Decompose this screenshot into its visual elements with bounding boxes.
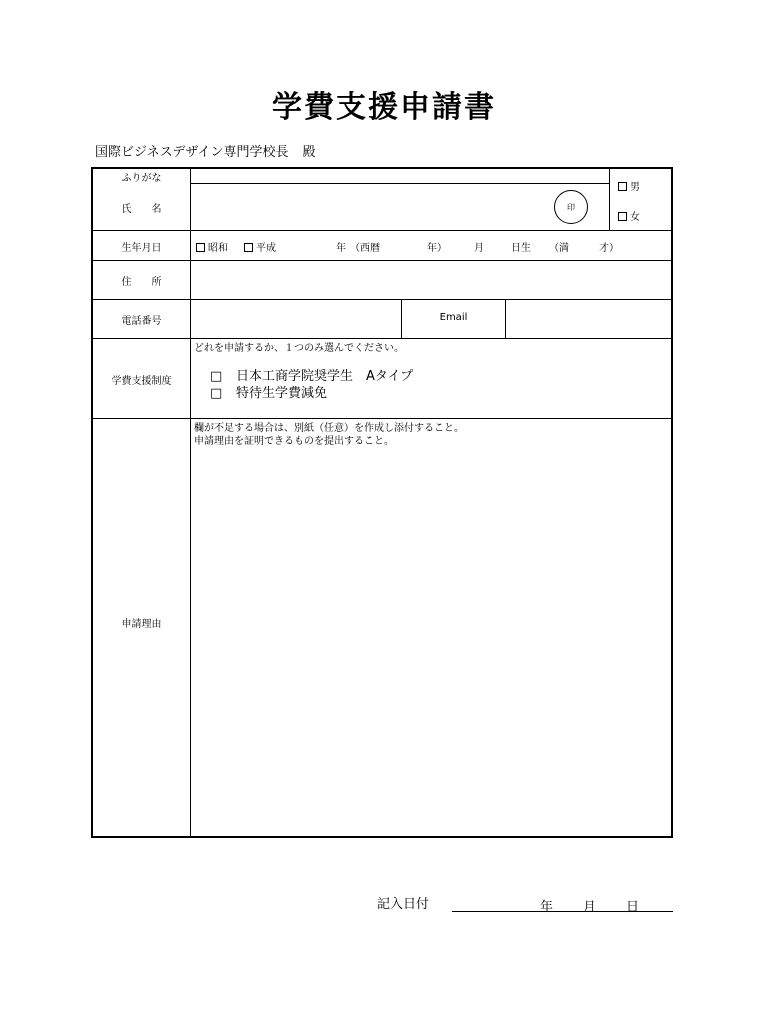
scholarship-option-label: 日本工商学院奨学生 Aタイプ — [236, 369, 414, 384]
furigana-label: ふりがな — [121, 173, 162, 184]
seireki-open: （西暦 — [350, 243, 380, 254]
email-label: Email — [439, 312, 468, 323]
age-open: （満 — [549, 243, 569, 254]
reason-label: 申請理由 — [121, 619, 162, 630]
entry-date-label: 記入日付 — [377, 897, 430, 912]
email-field[interactable] — [506, 300, 671, 338]
tuition-reduction-checkbox[interactable]: □ — [210, 386, 223, 401]
phone-field[interactable] — [191, 300, 401, 338]
entry-day-unit: 日 — [626, 900, 640, 915]
seal-stamp-area — [554, 190, 588, 224]
era-heisei-option[interactable] — [244, 239, 276, 254]
phone-label: 電話番号 — [121, 316, 162, 327]
gender-female-label: 女 — [630, 212, 640, 223]
gender-female-option[interactable] — [618, 208, 640, 223]
support-system-note: どれを申請するか、１つのみ選んでください。 — [194, 343, 404, 354]
name-label: 氏 名 — [121, 204, 162, 215]
era-heisei-label: 平成 — [256, 243, 276, 254]
addressee-name: 国際ビジネスデザイン専門学校長 — [95, 145, 289, 160]
birth-month-unit: 月 — [474, 243, 484, 254]
reason-note-1: 欄が不足する場合は、別紙（任意）を作成し添付すること。 — [194, 423, 464, 434]
address-label: 住 所 — [121, 277, 162, 288]
scholarship-checkbox[interactable]: □ — [210, 369, 223, 384]
era-showa-label: 昭和 — [208, 243, 228, 254]
gender-male-label: 男 — [630, 182, 640, 193]
addressee-honorific: 殿 — [302, 145, 316, 160]
reason-field[interactable] — [191, 419, 671, 836]
seireki-year-close: 年） — [427, 243, 447, 254]
entry-date-field[interactable] — [452, 890, 673, 912]
era-showa-option[interactable] — [196, 239, 228, 254]
seal-label: 印 — [567, 202, 575, 212]
female-checkbox[interactable] — [618, 212, 627, 221]
row-divider — [93, 230, 671, 231]
entry-year-unit: 年 — [540, 900, 554, 915]
support-system-label: 学費支援制度 — [111, 376, 172, 387]
entry-date-underline — [452, 911, 673, 912]
tuition-reduction-option-label: 特待生学費減免 — [236, 386, 328, 401]
address-field[interactable] — [191, 261, 671, 299]
furigana-field[interactable] — [191, 169, 609, 183]
entry-month-unit: 月 — [583, 900, 597, 915]
gender-male-option[interactable] — [618, 178, 640, 193]
reason-note-2: 申請理由を証明できるものを提出すること。 — [194, 436, 394, 447]
page-title: 学費支援申請書 — [272, 90, 496, 125]
birth-day-unit: 日生 — [511, 243, 531, 254]
age-close: 才） — [599, 243, 619, 254]
birth-year-unit: 年 — [336, 243, 346, 254]
heisei-checkbox[interactable] — [244, 243, 253, 252]
male-checkbox[interactable] — [618, 182, 627, 191]
showa-checkbox[interactable] — [196, 243, 205, 252]
application-form — [91, 167, 673, 838]
name-field[interactable] — [191, 184, 551, 230]
gender-column-divider — [609, 169, 610, 230]
addressee — [95, 141, 315, 160]
tuition-reduction-option[interactable] — [210, 382, 327, 401]
birthdate-label: 生年月日 — [121, 243, 162, 254]
